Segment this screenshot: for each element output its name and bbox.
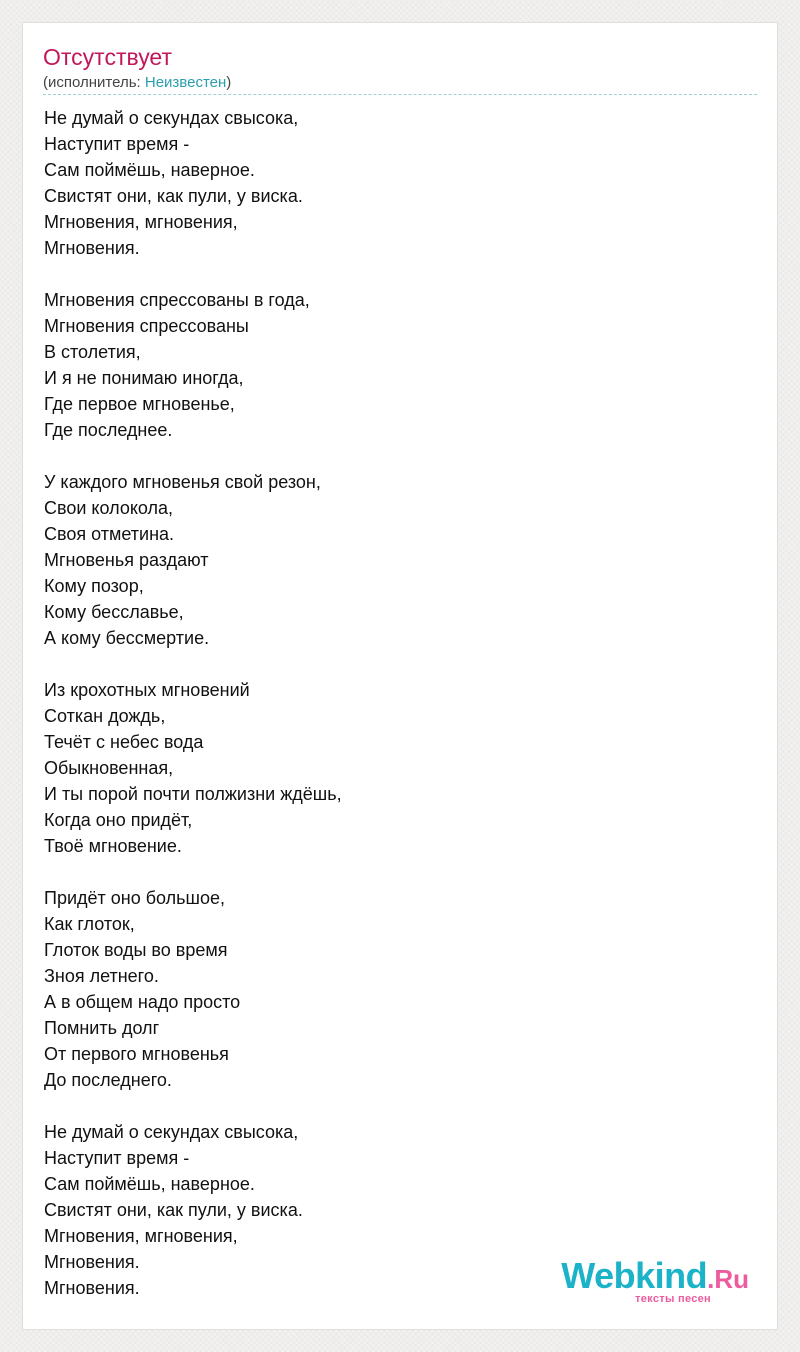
lyrics-body xyxy=(44,105,744,1301)
lyrics-stanza xyxy=(44,287,744,443)
lyrics-line: А кому бессмертие. xyxy=(44,628,210,648)
lyrics-line: Течёт с небес вода xyxy=(44,732,204,752)
lyrics-line: Где последнее. xyxy=(44,420,173,440)
lyrics-line: Свистят они, как пули, у виска. xyxy=(44,186,303,206)
lyrics-stanza xyxy=(44,105,744,261)
lyrics-line: Зноя летнего. xyxy=(44,966,159,986)
lyrics-line: Глоток воды во время xyxy=(44,940,228,960)
lyrics-stanza xyxy=(44,677,744,859)
lyrics-line: И я не понимаю иногда, xyxy=(44,368,244,388)
artist-line xyxy=(43,73,231,93)
lyrics-line: Свистят они, как пули, у виска. xyxy=(44,1200,303,1220)
lyrics-line: Сам поймёшь, наверное. xyxy=(44,1174,255,1194)
song-title: Отсутствует xyxy=(43,44,172,70)
lyrics-line: У каждого мгновенья свой резон, xyxy=(44,472,321,492)
lyrics-line: До последнего. xyxy=(44,1070,172,1090)
lyrics-line: Мгновения, мгновения, xyxy=(44,212,238,232)
lyrics-card xyxy=(22,22,778,1330)
lyrics-line: Наступит время - xyxy=(44,1148,190,1168)
lyrics-stanza xyxy=(44,469,744,651)
lyrics-line: Твоё мгновение. xyxy=(44,836,182,856)
lyrics-line: Соткан дождь, xyxy=(44,706,166,726)
lyrics-line: Не думай о секундах свысока, xyxy=(44,108,299,128)
lyrics-line: И ты порой почти полжизни ждёшь, xyxy=(44,784,342,804)
lyrics-line: Мгновения. xyxy=(44,1252,140,1272)
logo-tld: .Ru xyxy=(707,1264,749,1294)
lyrics-line: Обыкновенная, xyxy=(44,758,174,778)
lyrics-line: Придёт оно большое, xyxy=(44,888,225,908)
site-logo[interactable] xyxy=(549,1257,749,1305)
lyrics-line: Мгновения. xyxy=(44,1278,140,1298)
lyrics-line: Из крохотных мгновений xyxy=(44,680,250,700)
lyrics-line: Свои колокола, xyxy=(44,498,174,518)
logo-tagline: тексты песен xyxy=(635,1293,711,1305)
lyrics-line: Кому бесславье, xyxy=(44,602,184,622)
lyrics-line: От первого мгновенья xyxy=(44,1044,229,1064)
lyrics-line: Где первое мгновенье, xyxy=(44,394,235,414)
lyrics-stanza xyxy=(44,885,744,1093)
lyrics-line: Когда оно придёт, xyxy=(44,810,193,830)
artist-link[interactable]: Неизвестен xyxy=(144,74,227,91)
artist-prefix: (исполнитель: xyxy=(43,74,145,91)
lyrics-line: Мгновения спрессованы в года, xyxy=(44,290,310,310)
lyrics-line: Мгновения, мгновения, xyxy=(44,1226,238,1246)
lyrics-line: В столетия, xyxy=(44,342,141,362)
lyrics-line: Мгновения спрессованы xyxy=(44,316,249,336)
lyrics-line: Своя отметина. xyxy=(44,524,175,544)
lyrics-line: Мгновенья раздают xyxy=(44,550,209,570)
lyrics-line: Сам поймёшь, наверное. xyxy=(44,160,255,180)
lyrics-line: Не думай о секундах свысока, xyxy=(44,1122,299,1142)
lyrics-line: Как глоток, xyxy=(44,914,135,934)
lyrics-line: Кому позор, xyxy=(44,576,144,596)
title-divider xyxy=(43,94,757,95)
lyrics-line: А в общем надо просто xyxy=(44,992,241,1012)
lyrics-line: Мгновения. xyxy=(44,238,140,258)
lyrics-line: Наступит время - xyxy=(44,134,190,154)
lyrics-line: Помнить долг xyxy=(44,1018,160,1038)
logo-word: Webkind xyxy=(561,1255,708,1296)
artist-suffix: ) xyxy=(226,74,232,91)
